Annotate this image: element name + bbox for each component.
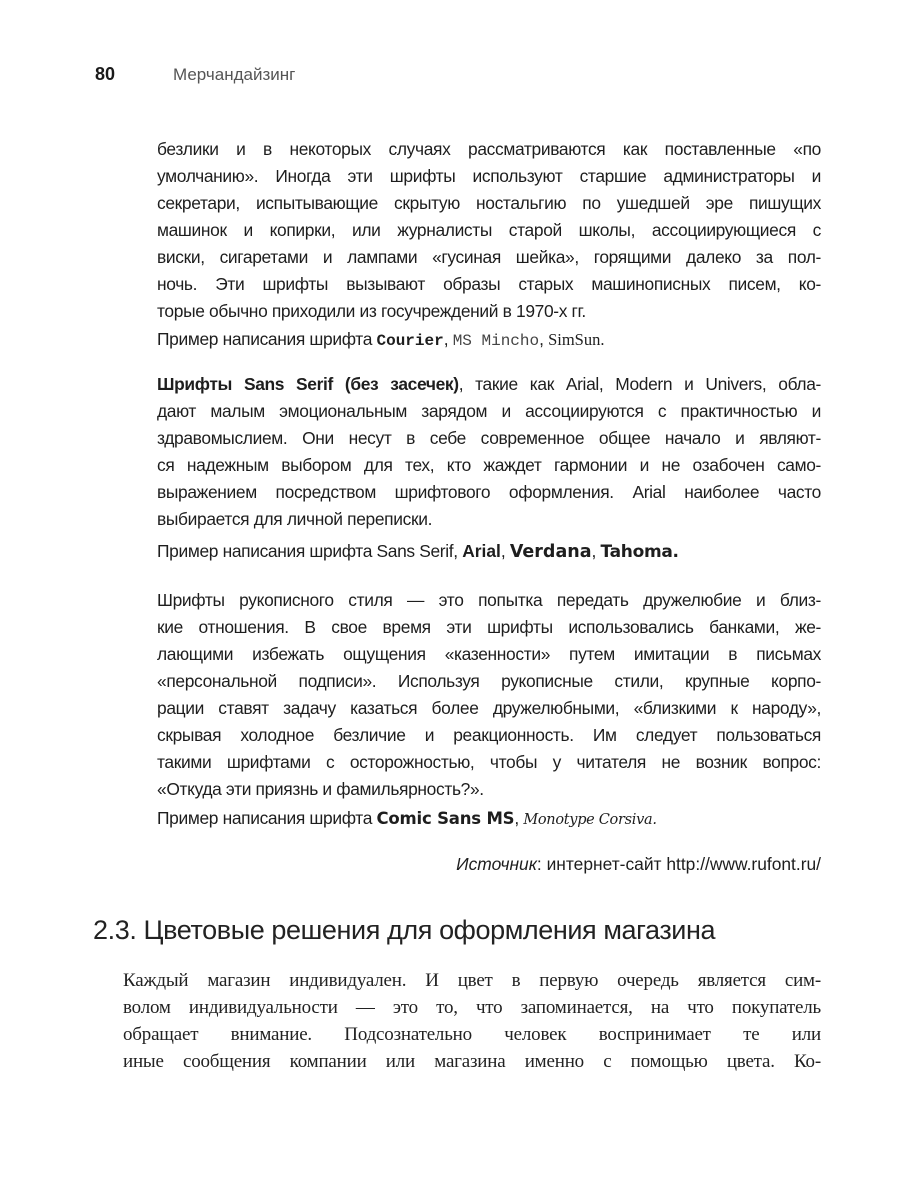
- sample-sans-serif: Sans Serif: [376, 541, 454, 561]
- paragraph-sans-serif: [157, 371, 821, 533]
- text-line: умолчанию». Иногда эти шрифты используют старшие администраторы и: [157, 166, 821, 186]
- sample-courier: Courier: [376, 332, 444, 350]
- sample-prefix: Пример написания шрифта: [157, 329, 377, 349]
- text-line: кие отношения. В свое время эти шрифты использовались банками, же-: [157, 617, 821, 637]
- separator: ,: [591, 541, 601, 561]
- source-citation: [456, 851, 821, 878]
- font-sample-handwritten: [157, 805, 821, 834]
- text-line: выбирается для личной переписки.: [157, 509, 433, 529]
- text-line: рации ставят задачу казаться более дружелюбными, «близкими к народу»,: [157, 698, 821, 718]
- paragraph-section-body: [123, 967, 821, 1075]
- text-line: дают малым эмоциональным зарядом и ассоциируются с практичностью и: [157, 401, 821, 421]
- text-line: «персональной подписи». Используя рукописные стили, крупные корпо-: [157, 671, 821, 691]
- separator: ,: [453, 541, 463, 561]
- sample-prefix: Пример написания шрифта: [157, 541, 377, 561]
- text-run: , такие как Arial, Modern и Univers, обла-: [458, 374, 821, 394]
- font-sample-monospace: [157, 326, 821, 355]
- text-line: безлики и в некоторых случаях рассматриваются как поставленные «по: [157, 139, 821, 159]
- text-line: Шрифты рукописного стиля — это попытка передать дружелюбие и близ-: [157, 590, 821, 610]
- sample-monotype-corsiva: Monotype Corsiva.: [523, 812, 657, 828]
- lead-term: Шрифты Sans Serif (без засечек): [157, 374, 459, 394]
- text-line: здравомыслием. Они несут в себе современное общее начало и являют-: [157, 428, 821, 448]
- text-line: скрывая холодное безличие и реакционность. Им следует пользоваться: [157, 725, 821, 745]
- separator: ,: [443, 329, 453, 349]
- separator: ,: [539, 329, 549, 349]
- separator: ,: [514, 808, 524, 828]
- running-head: [95, 64, 295, 88]
- text-line: виски, сигаретами и лампами «гусиная шейка», горящими далеко за пол-: [157, 247, 821, 267]
- text-line: иные сообщения компании или магазина именно с помощью цвета. Ко-: [123, 1051, 821, 1072]
- paragraph-handwritten: [157, 587, 821, 803]
- text-line: Каждый магазин индивидуален. И цвет в первую очередь является сим-: [123, 970, 821, 991]
- text-line: ночь. Эти шрифты вызывают образы старых машинописных писем, ко-: [157, 274, 821, 294]
- text-line: обращает внимание. Подсознательно человек воспринимает те или: [123, 1024, 821, 1045]
- text-line: секретари, испытывающие скрытую ностальгию по ушедшей эре пишущих: [157, 193, 821, 213]
- separator: ,: [500, 541, 510, 561]
- sample-ms-mincho: MS Mincho: [452, 332, 540, 350]
- text-line: волом индивидуальности — это то, что запоминается, на что покупатель: [123, 997, 821, 1018]
- text-line: лающими избежать ощущения «казенности» путем имитации в письмах: [157, 644, 821, 664]
- sample-tahoma: Tahoma.: [600, 542, 679, 562]
- text-line: «Откуда эти приязнь и фамильярность?».: [157, 779, 484, 799]
- page-number: 80: [95, 64, 116, 84]
- source-text: : интернет-сайт http://www.rufont.ru/: [536, 854, 821, 874]
- text-line: машинок и копирки, или журналисты старой школы, ассоциирующиеся с: [157, 220, 821, 240]
- text-line: ся надежным выбором для тех, кто жаждет гармонии и не озабочен само-: [157, 455, 821, 475]
- text-line: [157, 371, 821, 398]
- paragraph-serif-fonts-continued: [157, 136, 821, 325]
- sample-prefix: Пример написания шрифта: [157, 808, 377, 828]
- text-line: такими шрифтами с осторожностью, чтобы у читателя не возник вопрос:: [157, 752, 821, 772]
- source-label: Источник: [456, 854, 537, 874]
- sample-arial: Arial: [462, 541, 501, 561]
- section-heading: 2.3. Цветовые решения для оформления магазина: [93, 915, 716, 945]
- text-line: торые обычно приходили из госучреждений в 1970-х гг.: [157, 301, 586, 321]
- text-line: выражением посредством шрифтового оформления. Arial наиболее часто: [157, 482, 821, 502]
- sample-simsun: SimSun.: [548, 330, 605, 349]
- sample-verdana: Verdana: [509, 542, 592, 562]
- font-sample-sans-serif: [157, 538, 821, 566]
- chapter-title: Мерчандайзинг: [173, 65, 296, 84]
- sample-comic-sans: Comic Sans MS: [376, 809, 515, 828]
